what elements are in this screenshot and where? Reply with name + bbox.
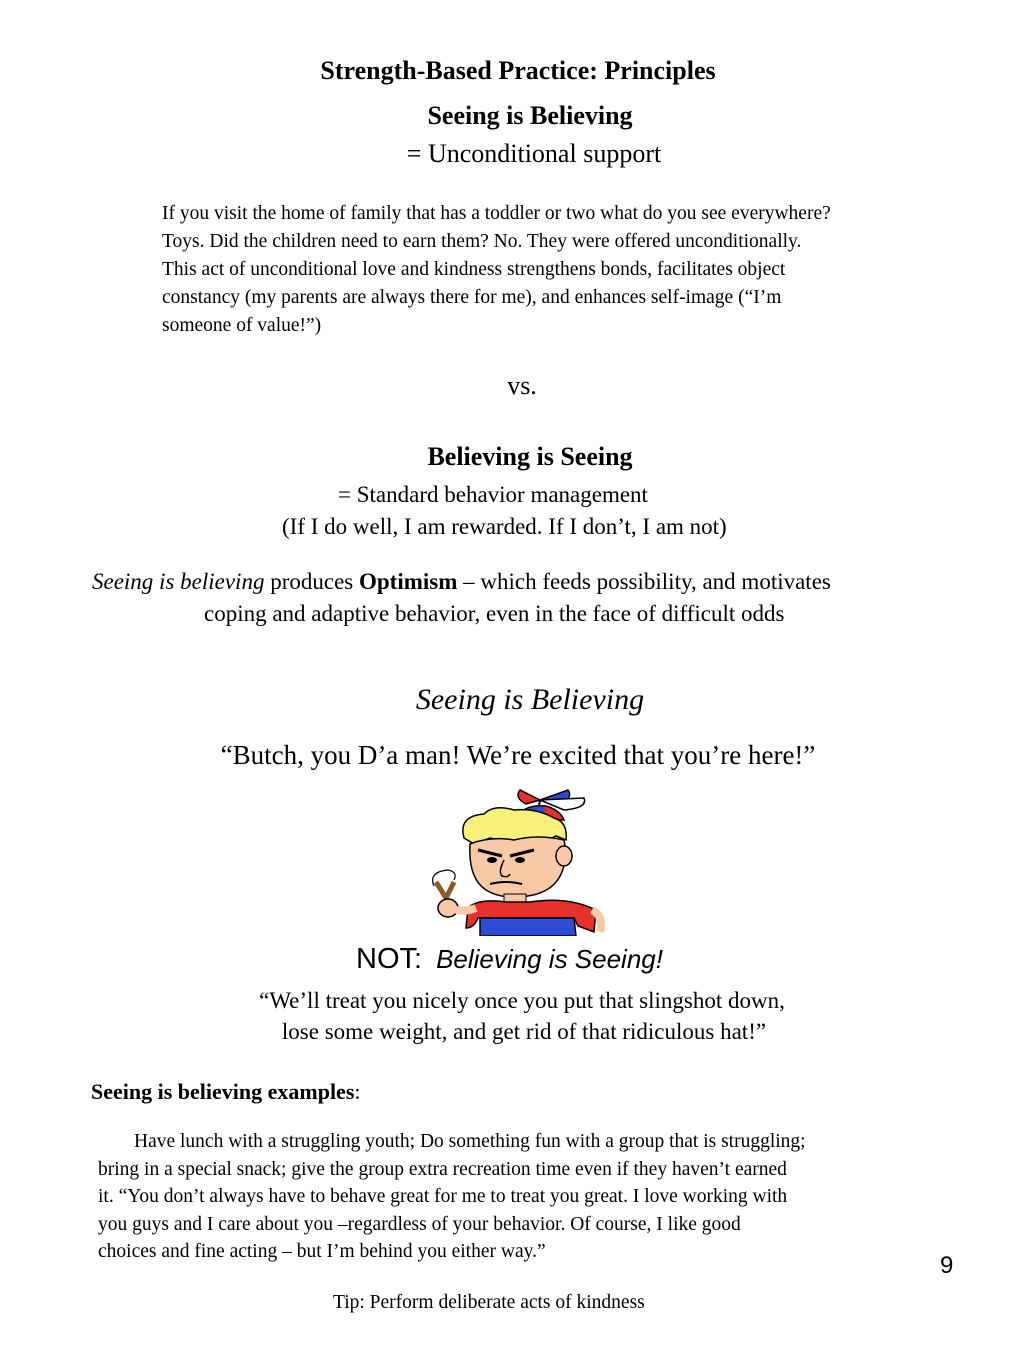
paragraph-line: it. “You don’t always have to behave great for me to treat you great. I love working with: [98, 1186, 788, 1207]
paragraph-line: constancy (my parents are always there for me), and enhances self-image (“I’m: [162, 287, 782, 308]
paragraph-line: bring in a special snack; give the group extra recreation time even if they haven’t earned: [98, 1158, 787, 1180]
tip-text: Tip: Perform deliberate acts of kindness: [333, 1292, 645, 1313]
optimism-statement-line2: coping and adaptive behavior, even in the face of difficult odds: [204, 601, 785, 626]
paragraph-line: choices and fine acting – but I’m behind you either way.”: [98, 1241, 546, 1262]
not-label: NOT:: [356, 943, 423, 975]
examples-paragraph: [98, 1128, 928, 1266]
paragraph-line: If you visit the home of family that has a toddler or two what do you see everywhere?: [162, 203, 831, 224]
section-heading-seeing-is-believing: Seeing is Believing: [427, 101, 633, 130]
not-believing-is-seeing: Believing is Seeing!: [436, 944, 663, 974]
section-subheading-unconditional-support: = Unconditional support: [406, 139, 662, 168]
counter-quote-line2: lose some weight, and get rid of that ridiculous hat!”: [281, 1019, 767, 1044]
page-number: 9: [940, 1252, 954, 1279]
examples-heading: [91, 1079, 361, 1105]
section-heading-believing-is-seeing: Believing is Seeing: [427, 442, 633, 471]
not-line: [356, 943, 663, 976]
examples-heading-text: Seeing is believing examples: [91, 1079, 355, 1104]
intro-paragraph: [162, 200, 962, 340]
paragraph-line: Toys. Did the children need to earn them? No. They were offered unconditionally.: [162, 231, 802, 252]
paragraph-line: someone of value!”): [162, 315, 322, 336]
optimism-bold-word: Optimism: [358, 569, 458, 594]
section-note: (If I do well, I am rewarded. If I don’t, I am not): [282, 514, 727, 539]
optimism-statement-line1: [92, 569, 831, 595]
cartoon-boy-icon: [418, 786, 614, 936]
page-title: Strength-Based Practice: Principles: [320, 56, 716, 85]
paragraph-line: This act of unconditional love and kindness strengthens bonds, facilitates object: [162, 259, 786, 280]
optimism-produces: produces: [264, 569, 359, 594]
example-quote: “Butch, you D’a man! We’re excited that you’re here!”: [220, 740, 816, 770]
section-subheading-standard-behavior: = Standard behavior management: [338, 482, 648, 507]
optimism-italic-lead: Seeing is believing: [92, 569, 265, 594]
example-heading: Seeing is Believing: [415, 683, 645, 716]
versus-label: vs.: [507, 371, 537, 400]
optimism-rest: – which feeds possibility, and motivates: [457, 569, 831, 594]
paragraph-line: Have lunch with a struggling youth; Do something fun with a group that is struggling;: [134, 1131, 806, 1152]
paragraph-line: you guys and I care about you –regardless of your behavior. Of course, I like good: [98, 1213, 741, 1235]
examples-heading-colon: :: [354, 1079, 361, 1104]
counter-quote-line1: “We’ll treat you nicely once you put that slingshot down,: [259, 988, 785, 1013]
